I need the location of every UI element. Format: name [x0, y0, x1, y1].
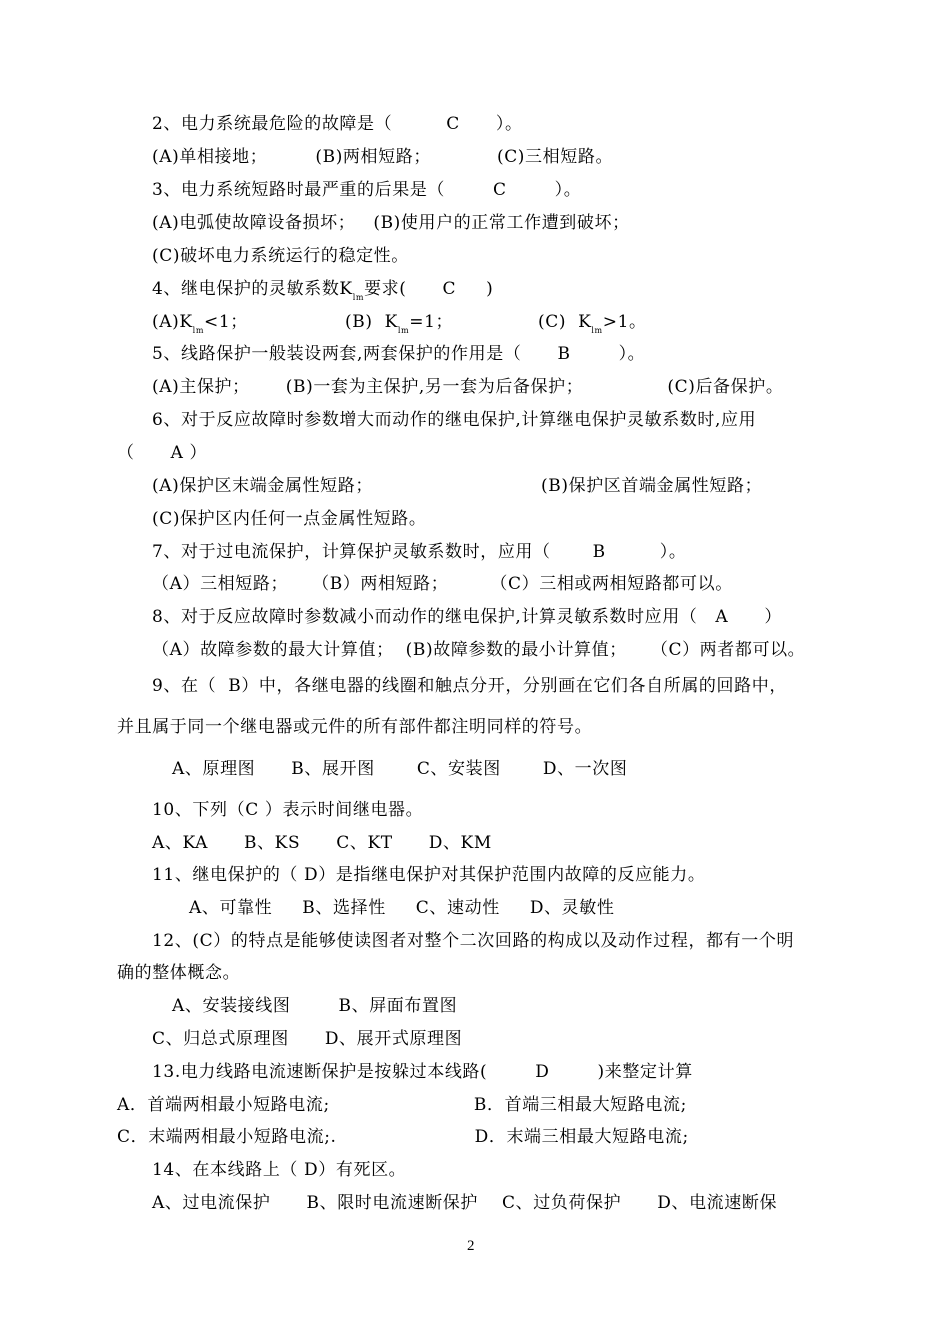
question-10: 10、下列（C ）表示时间继电器。 [152, 800, 424, 820]
question-13-options-cd: C．末端两相最小短路电流;. D．末端三相最大短路电流; [117, 1127, 689, 1147]
question-14-options: A、过电流保护 B、限时电流速断保护 C、过负荷保护 D、电流速断保 [152, 1193, 778, 1213]
question-6-options-ab: (A)保护区末端金属性短路； (B)保护区首端金属性短路； [152, 476, 763, 496]
question-3-options-ab: (A)电弧使故障设备损坏； (B)使用户的正常工作遭到破坏； [152, 213, 630, 233]
question-9-options: A、原理图 B、展开图 C、安装图 D、一次图 [172, 759, 628, 779]
question-6: 6、对于反应故障时参数增大而动作的继电保护,计算继电保护灵敏系数时,应用 [152, 410, 757, 430]
question-13-options-ab: A．首端两相最小短路电流; B．首端三相最大短路电流; [117, 1095, 687, 1115]
question-13: 13.电力线路电流速断保护是按躲过本线路( D )来整定计算 [152, 1062, 693, 1082]
question-11: 11、继电保护的（ D）是指继电保护对其保护范围内故障的反应能力。 [152, 865, 706, 885]
question-12: 12、(C）的特点是能够使读图者对整个二次回路的构成以及动作过程，都有一个明 [152, 931, 795, 951]
question-2-options: (A)单相接地； (B)两相短路； (C)三相短路。 [152, 147, 614, 167]
question-12-continued: 确的整体概念。 [117, 963, 241, 983]
subscript-lm: lm [352, 293, 365, 302]
page-number: 2 [467, 1238, 475, 1254]
question-4-option-a: $(A)K_{lm}<1$； [152, 312, 248, 335]
question-12-options-cd: C、归总式原理图 D、展开式原理图 [152, 1029, 463, 1049]
question-6-option-c: (C)保护区内任何一点金属性短路。 [152, 509, 427, 529]
question-14: 14、在本线路上（ D）有死区。 [152, 1160, 407, 1180]
question-11-options: A、可靠性 B、选择性 C、速动性 D、灵敏性 [189, 898, 615, 918]
question-9-continued: 并且属于同一个继电器或元件的所有部件都注明同样的符号。 [117, 717, 593, 737]
question-9: 9、在（ B）中，各继电器的线圈和触点分开，分别画在它们各自所属的回路中， [152, 676, 787, 696]
question-7-options: （A）三相短路； （B）两相短路； （C）三相或两相短路都可以。 [152, 574, 733, 594]
question-8-options: （A）故障参数的最大计算值； (B)故障参数的最小计算值； （C）两者都可以。 [152, 640, 806, 660]
question-5-options: (A)主保护； (B)一套为主保护,另一套为后备保护； (C)后备保护。 [152, 377, 784, 397]
question-6-answer: （ A ） [117, 443, 208, 463]
question-4 [152, 278, 493, 309]
question-4-answer: 要求( C ) [364, 279, 494, 299]
question-3-option-c: (C)破坏电力系统运行的稳定性。 [152, 246, 409, 266]
question-8: 8、对于反应故障时参数减小而动作的继电保护,计算灵敏系数时应用（ A ） [152, 607, 782, 627]
question-7: 7、对于过电流保护，计算保护灵敏系数时，应用（ B ）。 [152, 542, 687, 562]
question-12-options-ab: A、安装接线图 B、屏面布置图 [172, 996, 458, 1016]
question-2: 2、电力系统最危险的故障是（ C ）。 [152, 114, 523, 134]
question-3: 3、电力系统短路时最严重的后果是（ C ）。 [152, 180, 582, 200]
question-5: 5、线路保护一般装设两套,两套保护的作用是（ B ）。 [152, 344, 646, 364]
question-10-options: A、KA B、KS C、KT D、KM [152, 833, 492, 853]
question-4-option-b: (B) $K_{lm}=1$； [345, 312, 454, 335]
question-4-option-c: (C) $K_{lm}>1$。 [538, 312, 647, 335]
question-4-stem: 4、继电保护的灵敏系数K [152, 279, 353, 299]
